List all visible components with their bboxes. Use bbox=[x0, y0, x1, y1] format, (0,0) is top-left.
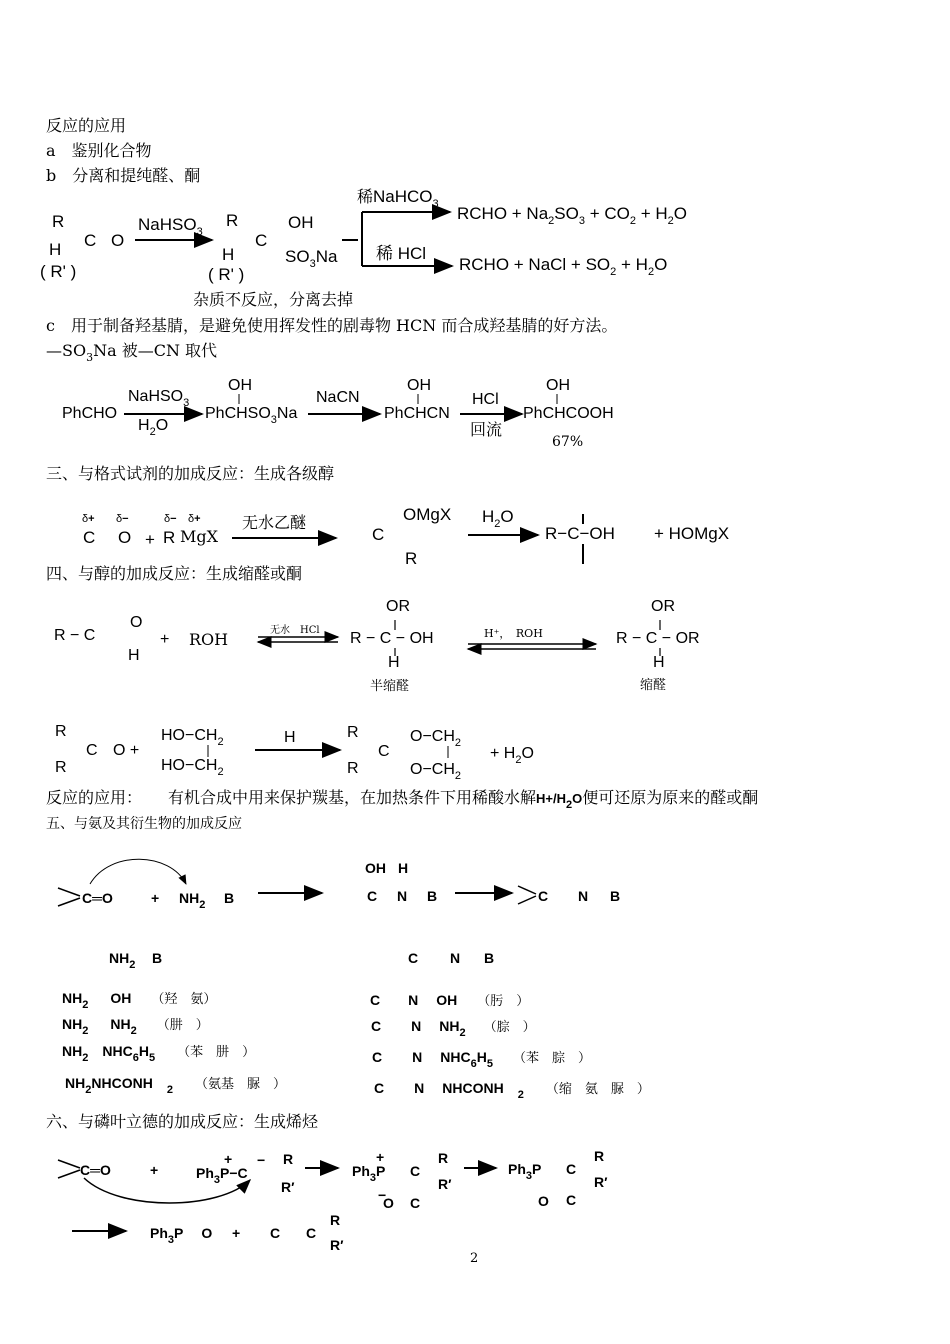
alkoxide-r: R bbox=[405, 549, 418, 568]
product-oxime: C N OH （肟 ） bbox=[370, 992, 530, 1009]
header-c: C bbox=[408, 950, 419, 966]
impurity-note: 杂质不反应，分离去掉 bbox=[193, 290, 354, 309]
delta-plus-c: δ+ bbox=[82, 513, 95, 525]
delta-minus-o: δ− bbox=[116, 513, 129, 525]
oh-3: OH bbox=[546, 377, 570, 394]
imine-b: B bbox=[610, 888, 621, 904]
plus-roh: + bbox=[160, 631, 170, 648]
section-6-heading: 六、与磷叶立德的加成反应：生成烯烃 bbox=[46, 1112, 319, 1131]
phchcooh: PhCHCOOH bbox=[523, 405, 614, 422]
yield: 67% bbox=[552, 434, 584, 450]
oh-1: OH bbox=[228, 377, 252, 394]
intermediate-c: C bbox=[367, 888, 378, 904]
wittig-plus: + bbox=[150, 1162, 159, 1178]
phchso3na: PhCHSO$_3$Na bbox=[205, 405, 298, 426]
substitution-note: $—SO_3Na$ 被—CN 取代 bbox=[46, 341, 218, 364]
ketal-ring-bottom: $O-CH_2$ bbox=[410, 761, 462, 782]
oxaphosphetane-r: R bbox=[594, 1148, 605, 1164]
oxaphosphetane-c2: C bbox=[566, 1192, 577, 1208]
reagent-nahso3: NaHSO$_3$ bbox=[138, 215, 203, 238]
acetal-label: 缩醛 bbox=[640, 678, 667, 693]
ketal-r2: R bbox=[347, 760, 359, 777]
betaine-minus: − bbox=[378, 1187, 387, 1203]
intermediate-oh: OH bbox=[365, 860, 386, 876]
scheme-reagent-hcl: HCl bbox=[472, 391, 499, 408]
adduct-rprime: ( R' ) bbox=[208, 265, 245, 284]
ketal-ring-top: $O-CH_2$ bbox=[410, 728, 462, 749]
reactant-r: R bbox=[52, 212, 65, 231]
oxaphosphetane-o: O bbox=[538, 1193, 549, 1209]
section-title-application: 反应的应用 bbox=[46, 116, 127, 135]
homgx: + HOMgX bbox=[654, 524, 730, 543]
item-c: c 用于制备羟基腈，是避免使用挥发性的剧毒物 HCN 而合成羟基腈的好方法。 bbox=[46, 316, 618, 335]
roh: ROH bbox=[189, 630, 229, 649]
delta-plus-mg: δ+ bbox=[188, 513, 201, 525]
ketal-r1: R bbox=[347, 724, 359, 741]
phosphine-oxide: $Ph_3P$ O bbox=[150, 1225, 213, 1246]
amine-b: B bbox=[224, 890, 235, 906]
intermediate-b: B bbox=[427, 888, 438, 904]
aldehyde-rc: R − C bbox=[54, 627, 96, 644]
item-b: b 分离和提纯醛、酮 bbox=[46, 166, 201, 185]
section-5-heading: 五、与氨及其衍生物的加成反应 bbox=[46, 816, 242, 832]
scheme-reagent-water: $H_2O$ bbox=[138, 417, 169, 438]
reagent-phenylhydrazine: $NH_2$ $NHC_6H_5$ （苯 肼 ） bbox=[62, 1043, 256, 1064]
cond-h-roh: H⁺， ROH bbox=[484, 627, 543, 640]
item-a: a 鉴别化合物 bbox=[46, 141, 152, 160]
omgx: OMgX bbox=[403, 505, 452, 524]
hemiacetal-h: H bbox=[388, 654, 400, 671]
adduct-r: R bbox=[226, 211, 239, 230]
ketone-c: C bbox=[86, 742, 98, 759]
intermediate-h: H bbox=[398, 860, 409, 876]
betaine-r: R bbox=[438, 1150, 449, 1166]
product-semicarbazone: C N NHCONH $_2$ （缩 氨 脲 ） bbox=[374, 1080, 650, 1101]
final-plus: + bbox=[232, 1225, 241, 1241]
oxaphosphetane-ph3p: $Ph_3P$ bbox=[508, 1161, 542, 1182]
scheme-reagent-nacn: NaCN bbox=[316, 389, 360, 406]
ketal-water: + $H_2O$ bbox=[490, 745, 534, 766]
scheme-reagent-nahso3: NaHSO$_3$ bbox=[128, 388, 190, 409]
alkene-r: R bbox=[330, 1212, 341, 1228]
header-nh2: $NH_2$ bbox=[109, 950, 136, 971]
acetal-h: H bbox=[653, 654, 665, 671]
product-phenylhydrazone: C N $NHC_6H_5$ （苯 腙 ） bbox=[372, 1049, 591, 1070]
hemiacetal-core: R − C − OH bbox=[350, 630, 434, 647]
header-b-right: B bbox=[484, 950, 495, 966]
adduct-c: C bbox=[255, 231, 268, 250]
ylide-ph3p: $Ph_3P-C$ bbox=[196, 1165, 248, 1186]
grignard-o: O bbox=[118, 528, 132, 547]
glycol-bottom: $HO-CH_2$ bbox=[161, 757, 224, 778]
product-upper: RCHO + $Na_2SO_3 + CO_2 + H_2O$ bbox=[457, 204, 687, 227]
ketone-o: O + bbox=[113, 742, 140, 759]
betaine-rprime: R′ bbox=[438, 1176, 452, 1192]
glycol-top: $HO-CH_2$ bbox=[161, 727, 224, 748]
oxaphosphetane-rprime: R′ bbox=[594, 1174, 608, 1190]
acetal-or: OR bbox=[651, 598, 675, 615]
ketal-c: C bbox=[378, 743, 390, 760]
ketone-r2: R bbox=[55, 759, 67, 776]
betaine-ph3p: $Ph_3P$ bbox=[352, 1163, 386, 1184]
adduct-so3na: $SO_3Na$ bbox=[285, 247, 338, 270]
reagent-hydroxylamine: $NH_2$ OH （羟 氨） bbox=[62, 990, 217, 1011]
reagent-anhydrous-ether: 无水乙醚 bbox=[242, 513, 307, 532]
hemiacetal-or: OR bbox=[386, 598, 410, 615]
grignard-plus: + bbox=[145, 530, 155, 549]
section-4-application: 反应的应用： 有机合成中用来保护羰基，在加热条件下用稀酸水解$H+/H_2O$便可还原为原来的醛或酮 bbox=[46, 788, 759, 811]
grignard-r: R bbox=[163, 528, 176, 547]
product-hydrazone: C N $NH_2$ （腙 ） bbox=[371, 1018, 536, 1039]
section-4-heading: 四、与醇的加成反应：生成缩醛或酮 bbox=[46, 564, 303, 583]
cond-h: H bbox=[284, 729, 296, 746]
plus-amine: + bbox=[151, 890, 160, 906]
reactant-o: O bbox=[111, 231, 125, 250]
alkene-rprime: R′ bbox=[330, 1237, 344, 1253]
carbonyl: C═O bbox=[82, 890, 113, 906]
section-3-heading: 三、与格式试剂的加成反应：生成各级醇 bbox=[46, 464, 335, 483]
acetal-core: R − C − OR bbox=[616, 630, 700, 647]
grignard-c: C bbox=[83, 528, 96, 547]
reactant-c: C bbox=[84, 231, 97, 250]
oxaphosphetane-c: C bbox=[566, 1161, 577, 1177]
amine-nh2: $NH_2$ bbox=[179, 890, 206, 911]
betaine-c2: C bbox=[410, 1195, 421, 1211]
reagent-dilute-hcl: 稀 HCl bbox=[376, 244, 427, 263]
imine-c: C bbox=[538, 888, 549, 904]
grignard-mgx: MgX bbox=[180, 527, 219, 546]
adduct-h: H bbox=[222, 245, 235, 264]
alkoxide-c: C bbox=[372, 525, 385, 544]
scheme-reagent-reflux: 回流 bbox=[470, 420, 503, 439]
ylide-rprime: R′ bbox=[281, 1179, 295, 1195]
ylide-minus-charge: − bbox=[257, 1152, 266, 1168]
ylide-plus-charge: + bbox=[224, 1151, 233, 1167]
betaine-o: O bbox=[383, 1195, 394, 1211]
hemiacetal-label: 半缩醛 bbox=[370, 679, 410, 694]
alkene-c2: C bbox=[306, 1225, 317, 1241]
betaine-c: C bbox=[410, 1163, 421, 1179]
reactant-h: H bbox=[49, 240, 62, 259]
alcohol-product: R−C−OH bbox=[545, 524, 615, 543]
phchcn: PhCHCN bbox=[384, 405, 450, 422]
adduct-oh: OH bbox=[288, 213, 314, 232]
imine-n: N bbox=[578, 888, 589, 904]
oh-2: OH bbox=[407, 377, 431, 394]
phcho: PhCHO bbox=[62, 405, 118, 422]
header-b: B bbox=[152, 950, 163, 966]
ylide-r: R bbox=[283, 1151, 294, 1167]
reactant-rprime: ( R' ) bbox=[40, 262, 77, 281]
reagent-hydrazine: $NH_2$ $NH_2$ （肼 ） bbox=[62, 1016, 209, 1037]
reagent-semicarbazide: $NH_2NHCONH$ $_2$ （氨基 脲 ） bbox=[65, 1075, 286, 1096]
ketone-r1: R bbox=[55, 723, 67, 740]
reagent-h2o: $H_2O$ bbox=[482, 507, 514, 530]
betaine-plus: + bbox=[376, 1149, 385, 1165]
page-number: 2 bbox=[470, 1251, 479, 1266]
header-n: N bbox=[450, 950, 461, 966]
intermediate-n: N bbox=[397, 888, 408, 904]
cond-anhydrous-hcl: 无水 HCl bbox=[270, 625, 320, 636]
wittig-carbonyl: C═O bbox=[80, 1162, 111, 1178]
delta-minus-r: δ− bbox=[164, 513, 177, 525]
aldehyde-h: H bbox=[128, 647, 140, 664]
aldehyde-o: O bbox=[130, 614, 143, 631]
product-lower: RCHO + NaCl + $SO_2 + H_2O$ bbox=[459, 255, 668, 278]
alkene-c1: C bbox=[270, 1225, 281, 1241]
reagent-nahco3: 稀NaHCO$_3$ bbox=[357, 187, 439, 210]
